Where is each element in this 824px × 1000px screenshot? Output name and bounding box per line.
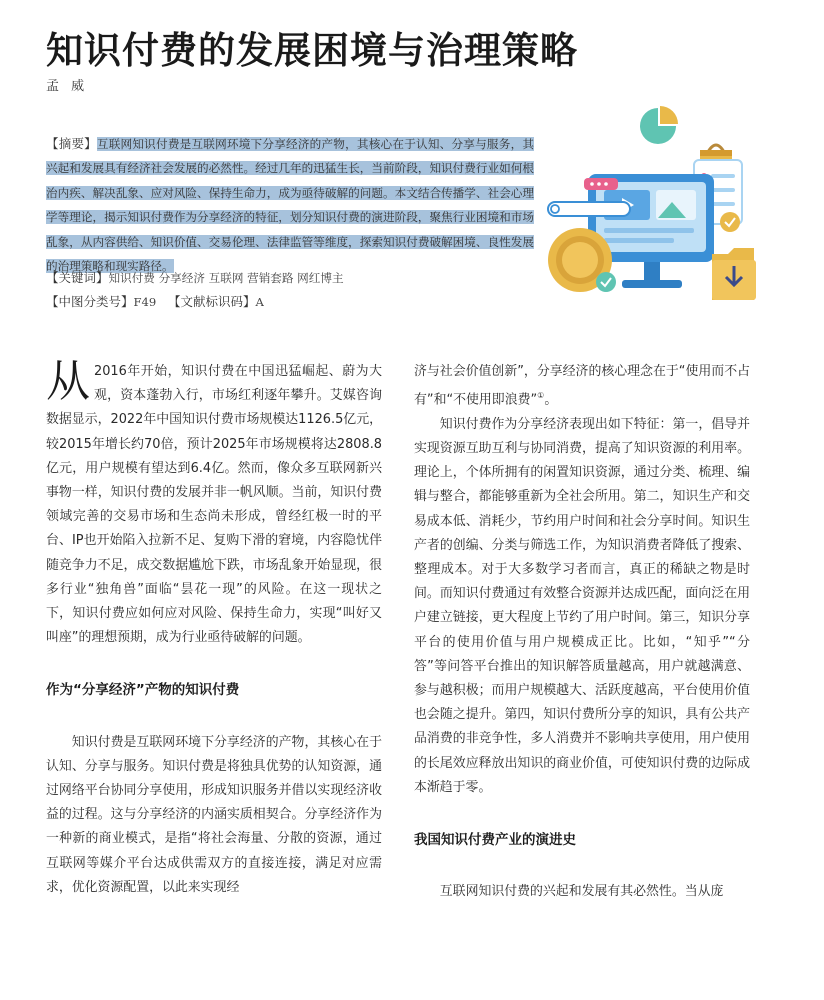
footnote-marker[interactable]: ① bbox=[537, 391, 545, 401]
keywords bbox=[46, 268, 344, 286]
left-paragraph-2: 知识付费是互联网环境下分享经济的产物，其核心在于认知、分享与服务。知识付费是将独具优势的认知资源，通过网络平台协同分享使用，形成知识服务并借以实现经济收益的过程。这与分享经济的内涵实质相契合。分享经济作为一种新的商业模式，是指“将社会海量、分散的资源，通过互联网等媒介平台达成供需双方的直接连接，满足对应需求，优化资源配置，以此来实现经 bbox=[46, 734, 382, 895]
right-paragraph-3: 互联网知识付费的兴起和发展有其必然性。当从庞 bbox=[439, 884, 724, 900]
abstract bbox=[46, 132, 534, 278]
folder-download-icon bbox=[712, 248, 756, 300]
section-heading-2: 我国知识付费产业的演进史 bbox=[414, 831, 576, 848]
right-paragraph-1: 济与社会价值创新”，分享经济的核心理念在于“使用而不占有”和“不使用即浪费”①。 bbox=[414, 364, 750, 408]
pie-chart-icon bbox=[640, 106, 678, 144]
right-column bbox=[414, 360, 750, 904]
article-author: 孟 威 bbox=[46, 79, 89, 94]
abstract-text[interactable]: 互联网知识付费是互联网环境下分享经济的产物，其核心在于认知、分享与服务，其兴起和发展具有经济社会发展的必然性。经过几年的迅猛生长，当前阶段，知识付费行业如何根治内疾、解决乱象、应对风险、保持生命力，成为亟待破解的问题。本文结合传播学、社会心理学等理论，揭示知识付费作为分享经济的特征，划分知识付费的演进阶段，聚焦行业困境和市场乱象，从内容供给、知识价值、交易伦理、法律监管等维度，探索知识付费破解困境、良性发展的治理策略和现实路径。 bbox=[46, 137, 534, 274]
section-heading-1: 作为“分享经济”产物的知识付费 bbox=[46, 682, 240, 699]
left-paragraph-1: 从 2016年开始，知识付费在中国迅猛崛起、蔚为大观，资本蓬勃入行，市场红利逐年攀升。艾媒咨询数据显示，2022年中国知识付费市场规模达1126.5亿元，较2015年增长约70倍，预计2025年市场规模将达2808.8亿元，用户规模有望达到6.4亿。然而，像众多互联网新兴事物一样，知识付费的发展并非一帆风顺。当前，知识付费领域完善的交易市场和生态尚未形成，曾经红极一时的平台、IP也开始陷入拉新不足、复购下滑的窘境，内容隐忧伴随竞争力不足，成交数据尴尬下跌，市场乱象开始显现，很多行业“独角兽”面临“昙花一现”的风险。在这一现状之下，知识付费应如何应对风险、保持生命力，实现“叫好又叫座”的理想预期，成为行业亟待破解的问题。 bbox=[46, 356, 382, 646]
doc-value: A bbox=[255, 295, 264, 309]
illustration bbox=[544, 104, 774, 304]
classification bbox=[46, 292, 264, 310]
class-value: F49 bbox=[133, 295, 157, 309]
article-title: 知识付费的发展困境与治理策略 bbox=[46, 28, 578, 72]
drop-cap: 从 bbox=[46, 356, 90, 407]
left-column bbox=[46, 356, 382, 900]
keywords-label: 【关键词】 bbox=[46, 270, 109, 285]
abstract-label: 【摘要】 bbox=[46, 136, 97, 151]
class-label: 【中图分类号】 bbox=[46, 294, 134, 309]
doc-label: 【文献标识码】 bbox=[168, 294, 256, 309]
keywords-text: 知识付费 分享经济 互联网 营销套路 网红博主 bbox=[108, 271, 344, 285]
right-paragraph-2: 知识付费作为分享经济表现出如下特征：第一，倡导并实现资源互助互利与协同消费，提高了知识资源的利用率。理论上，个体所拥有的闲置知识资源，通过分类、梳理、编辑与整合，都能够重新为全社会所用。第二，知识生产和交易成本低、消耗少，节约用户时间和社会分享时间。知识生产者的创编、分类与筛选工作，为知识消费者降低了搜索、整理成本。对于大多数学习者而言，真正的稀缺之物是时间。而知识付费通过有效整合资源并达成匹配，面向泛在用户建立链接，更大程度上节约了用户时间。第三，知识分享平台的使用价值与用户规模成正比。比如，“知乎”“分答”等问答平台推出的知识解答质量越高，用户就越满意、参与越积极；而用户规模越大、活跃度越高，平台使用价值也会随之提升。第四，知识付费所分享的知识，具有公共产品消费的非竞争性，多人消费并不影响共享使用，用户使用的长尾效应释放出知识的商业价值，可使知识付费的边际成本渐趋于零。 bbox=[414, 416, 750, 795]
